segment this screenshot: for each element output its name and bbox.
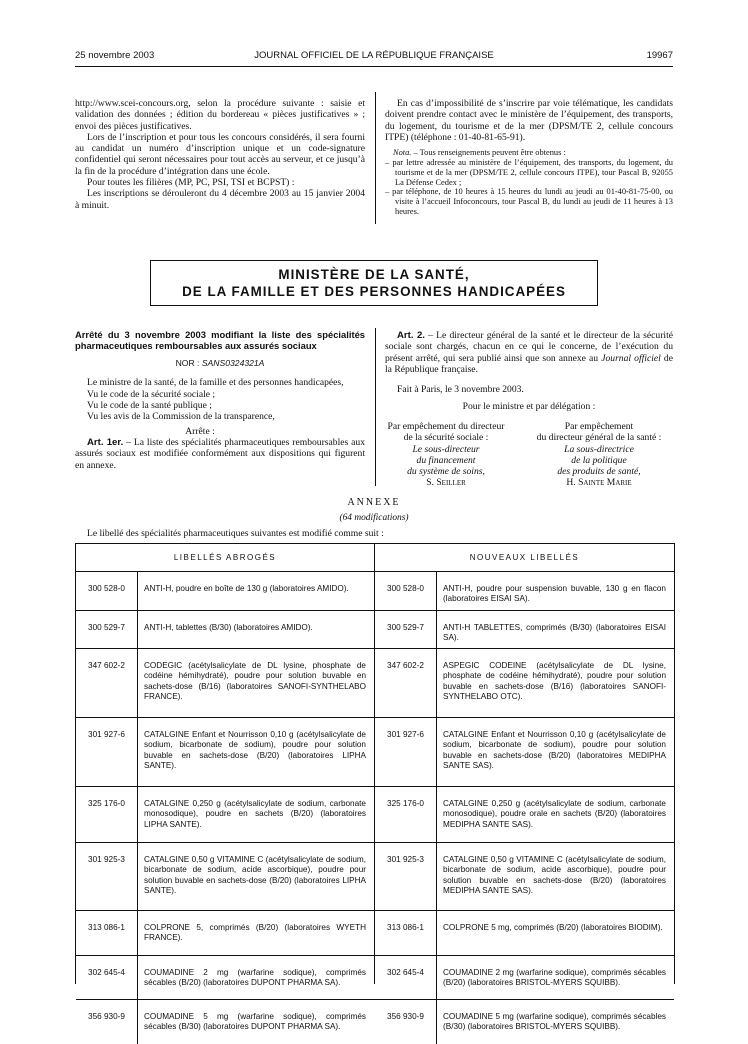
article-2-text-end: de la République française.: [385, 352, 673, 375]
annexe-intro: Le libellé des spécialités pharmaceutiques suivantes est modifié comme suit :: [87, 528, 384, 539]
new-label: COLPRONE 5 mg, comprimés (B/20) (laboratoires BIODIM).: [443, 923, 663, 932]
article-2-text: – Le directeur général de la santé et le directeur de la sécurité sociale sont chargés, chacun en ce qui le concerne, de l’exécution du présent arrêté, qui sera publié ainsi que son annexe au: [385, 330, 673, 364]
nota-block: [385, 148, 673, 217]
header-date: 25 novembre 2003: [75, 50, 155, 61]
signature-line: Par empêchement du directeur: [387, 421, 505, 432]
new-label: CATALGINE 0,50 g VITAMINE C (acétylsalicylate de sodium, bicarbonate de sodium, acide ascorbique), poudre pour solution buvable en sachets-dose (B/20) (laboratoires MEDIPHA SANTE SAS).: [443, 855, 666, 895]
fait-a-paris: Fait à Paris, le 3 novembre 2003.: [397, 384, 524, 396]
old-code: 300 528-0: [76, 572, 138, 611]
article-1-label: Art. 1er.: [87, 436, 124, 448]
paragraph: En cas d’impossibilité de s’inscrire par voie télématique, les candidats doivent prendre contact avec le ministère de l’équipement, des transports, du logement, du tourisme et de la mer (DPSM/TE 2, cellule concours ITPE) (téléphone : 01-40-81-65-91).: [385, 98, 673, 143]
column-divider: [375, 92, 376, 224]
table-row: [76, 648, 674, 718]
signature-line: des produits de santé,: [557, 466, 641, 478]
ministry-line-2: DE LA FAMILLE ET DES PERSONNES HANDICAPÉES: [182, 284, 566, 299]
signature-line: du financement: [416, 454, 476, 466]
table-row: [76, 999, 674, 1044]
delegation-line: Pour le ministre et par délégation :: [462, 401, 596, 413]
signature-line: La sous-directrice: [564, 443, 634, 455]
article-1-text: – La liste des spécialités pharmaceutiques remboursables aux assurés sociaux est modifiée conformément aux dispositions qui figurent en annexe.: [75, 436, 366, 471]
arrete-word: Arrête :: [185, 425, 215, 437]
nota-item: – par téléphone, de 10 heures à 15 heures du lundi au jeudi au 01-40-81-75-00, ou visite à l’accueil Infoconcours, tour Pascal B, du lundi au jeudi de 11 heures à 13 heures.: [385, 187, 673, 216]
new-label: ANTI-H, poudre pour suspension buvable, 130 g en flacon (laboratoires EISAI SA).: [443, 584, 666, 604]
new-label: CATALGINE 0,250 g (acétylsalicylate de sodium, carbonate monosodique), poudre orale en sachets (B/20) (laboratoires MEDIPHA SANTE SAS).: [443, 799, 666, 829]
article-2: [385, 330, 673, 375]
vu-line: Vu le code de la santé publique ;: [87, 400, 212, 412]
signatory-initial: H.: [566, 477, 576, 489]
old-label: COUMADINE 5 mg (warfarine sodique), comprimés sécables (B/30) (laboratoires DUPONT PHARMA SA).: [144, 1012, 366, 1032]
ministry-line-1: MINISTÈRE DE LA SANTÉ,: [278, 267, 470, 282]
old-code: 347 602-2: [76, 649, 138, 718]
nota-text: – Tous renseignements peuvent être obtenus :: [413, 148, 566, 158]
new-code: 356 930-9: [375, 1000, 437, 1044]
new-label: COUMADINE 5 mg (warfarine sodique), comprimés sécables (B/30) (laboratoires BRISTOL-MYERS SQUIBB).: [443, 1012, 666, 1032]
vu-line: Vu le code de la sécurité sociale ;: [87, 388, 216, 400]
new-code: 313 086-1: [375, 911, 437, 956]
nota-item: – par lettre adressée au ministère de l’équipement, des transports, du logement, du tourisme et de la mer (DPSM/TE 2, cellule concours ITPE), tour Pascal B, 92055 La Défense Cedex ;: [385, 157, 673, 187]
old-code: 301 927-6: [76, 718, 138, 787]
old-label: CODEGIC (acétylsalicylate de DL lysine, phosphate de codéine hémihydraté), poudre pour solution buvable en sachets-dose (B/16) (laboratoires SANOFI-SYNTHELABO FRANCE).: [144, 661, 366, 701]
nor-code: SANS0324321A: [201, 358, 265, 369]
arrete-intro: Le ministre de la santé, de la famille et des personnes handicapées,: [87, 377, 344, 389]
signature-line: de la politique: [571, 454, 627, 466]
old-label: CATALGINE 0,250 g (acétylsalicylate de sodium, carbonate monosodique), poudre en sachets (B/20) (laboratoires LIPHA SANTE).: [144, 799, 366, 829]
paragraph: Lors de l’inscription et pour tous les concours considérés, il sera fourni au candidat un numéro d’inscription unique et un code-signature confidentiel qui seront nécessaires pour tout accès au serveur, et ce jusqu’à la fin de la procédure d’intégration dans une école.: [75, 131, 365, 177]
new-label: COUMADINE 2 mg (warfarine sodique), comprimés sécables (B/20) (laboratoires BRISTOL-MYERS SQUIBB).: [443, 968, 666, 988]
annexe-title: ANNEXE: [347, 497, 401, 508]
table-header-abroges: LIBELLÉS ABROGÉS: [173, 553, 277, 562]
table-row: [76, 955, 674, 1000]
header-page-number: 19967: [646, 50, 673, 61]
page-header: [75, 50, 673, 64]
old-label: CATALGINE 0,50 g VITAMINE C (acétylsalicylate de sodium, bicarbonate de sodium, acide ascorbique), poudre pour solution buvable en sachets-dose (B/20) (laboratoires LIPHA SANTE).: [144, 855, 366, 895]
top-left-column: [75, 98, 365, 211]
old-label: ANTI-H, poudre en boîte de 130 g (laboratoires AMIDO).: [144, 584, 349, 593]
new-code: 347 602-2: [375, 649, 437, 718]
old-code: 325 176-0: [76, 787, 138, 843]
old-code: 300 529-7: [76, 611, 138, 649]
signatory-name: [372, 477, 520, 488]
paragraph: http://www.scei-concours.org, selon la procédure suivante : saisie et validation des données ; édition du bordereau « pièces justificatives » ; envoi des pièces justificatives.: [75, 98, 365, 132]
nor-label: NOR :: [175, 358, 200, 369]
top-right-column: [385, 98, 673, 217]
old-label: COLPRONE 5, comprimés (B/20) (laboratoires WYETH FRANCE).: [144, 923, 366, 943]
signatory-surname: Seiller: [436, 477, 466, 489]
arrete-right-column: [385, 330, 673, 413]
new-label: ANTI-H TABLETTES, comprimés (B/30) (laboratoires EISAI SA).: [443, 623, 666, 643]
new-label: ASPEGIC CODEINE (acétylsalicylate de DL lysine, phosphate de codéine hémihydraté), poudre pour solution buvable en sachets-dose (B/16) (laboratoires SANOFI-SYNTHELABO OTC).: [443, 661, 666, 701]
header-journal-title: JOURNAL OFFICIEL DE LA RÉPUBLIQUE FRANÇAISE: [254, 50, 494, 61]
table-row: [76, 842, 674, 911]
annexe-subtitle: (64 modifications): [339, 513, 409, 523]
table-header-nouveaux: NOUVEAUX LIBELLÉS: [469, 553, 580, 562]
table-row: [76, 571, 674, 611]
vu-line: Vu les avis de la Commission de la transparence,: [87, 411, 275, 423]
old-code: 301 925-3: [76, 843, 138, 911]
signature-line: Par empêchement: [564, 421, 634, 432]
paragraph: Pour toutes les filières (MP, PC, PSI, TSI et BCPST) :: [87, 177, 295, 189]
table-row: [76, 610, 674, 649]
signatory-surname: Sainte Marie: [578, 477, 632, 489]
old-label: COUMADINE 2 mg (warfarine sodique), comprimés sécables (B/20) (laboratoires DUPONT PHARMA SA).: [144, 968, 366, 988]
new-code: 302 645-4: [375, 956, 437, 1000]
header-rule: [75, 66, 673, 67]
modifications-table: [75, 543, 675, 1032]
table-row: [76, 717, 674, 787]
old-label: ANTI-H, tablettes (B/30) (laboratoires AMIDO).: [144, 623, 313, 632]
article-2-label: Art. 2.: [397, 330, 425, 341]
new-code: 325 176-0: [375, 787, 437, 843]
signature-line: Le sous-directeur: [412, 443, 480, 455]
table-row: [76, 910, 674, 956]
signature-block-right: [520, 421, 678, 489]
new-code: 300 529-7: [375, 611, 437, 649]
signature-block-left: [372, 421, 520, 489]
signatory-initial: S.: [426, 477, 434, 489]
new-code: 300 528-0: [375, 572, 437, 611]
old-code: 313 086-1: [76, 911, 138, 956]
signature-line: du système de soins,: [407, 466, 485, 478]
new-code: 301 925-3: [375, 843, 437, 911]
new-code: 301 927-6: [375, 718, 437, 787]
arrete-left-column: [75, 330, 365, 471]
paragraph: Les inscriptions se dérouleront du 4 décembre 2003 au 15 janvier 2004 à minuit.: [75, 188, 365, 211]
journal-officiel-mention: Journal officiel: [601, 352, 661, 364]
old-code: 302 645-4: [76, 956, 138, 1000]
ministry-heading: [150, 260, 598, 306]
nota-label: Nota.: [393, 148, 412, 158]
article-1: [75, 437, 365, 471]
old-label: CATALGINE Enfant et Nourrisson 0,10 g (acétylsalicylate de sodium, bicarbonate de sodium), poudre pour solution buvable en sachets-dose (B/20) (laboratoires LIPHA SANTE).: [144, 730, 366, 770]
new-label: CATALGINE Enfant et Nourrisson 0,10 g (acétylsalicylate de sodium, bicarbonate de sodium), poudre pour solution buvable en sachets-dose (B/20) (laboratoires MEDIPHA SANTE SAS).: [443, 730, 666, 770]
nor-reference: [75, 358, 365, 369]
signatory-name: [520, 477, 678, 488]
signature-line: de la sécurité sociale :: [403, 432, 489, 444]
arrete-title: Arrêté du 3 novembre 2003 modifiant la liste des spécialités pharmaceutiques remboursables aux assurés sociaux: [75, 329, 365, 351]
signature-line: du directeur général de la santé :: [536, 432, 662, 444]
old-code: 356 930-9: [76, 1000, 138, 1044]
table-row: [76, 786, 674, 843]
